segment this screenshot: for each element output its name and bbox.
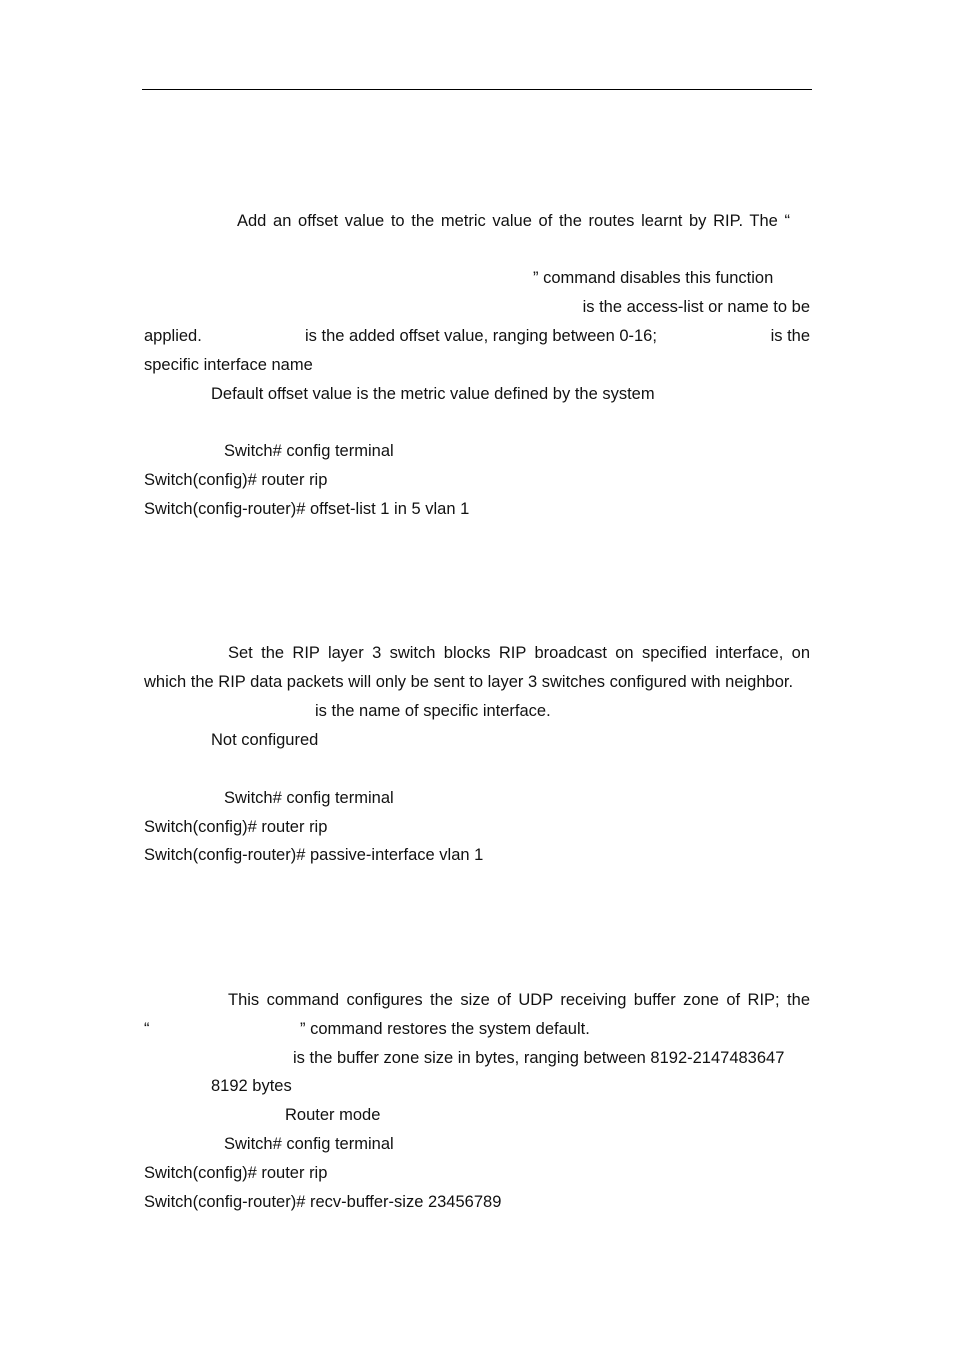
recv-parameters: is the buffer zone size in bytes, ranging between 8192-2147483647 — [293, 1049, 785, 1067]
offset-parameters-offset-range: is the added offset value, ranging between 0-16; — [305, 327, 657, 345]
recv-usage-line2: ” command restores the system default. — [300, 1020, 590, 1038]
recv-default: 8192 bytes — [211, 1077, 292, 1095]
offset-default: Default offset value is the metric value defined by the system — [211, 385, 655, 403]
offset-parameters-is-the: is the — [770, 327, 810, 345]
recv-mode: Router mode — [285, 1106, 381, 1124]
recv-example-line3: Switch(config-router)# recv-buffer-size 23456789 — [144, 1193, 502, 1211]
offset-example-line3: Switch(config-router)# offset-list 1 in 5 vlan 1 — [144, 500, 470, 518]
recv-example-line2: Switch(config)# router rip — [144, 1164, 328, 1182]
recv-example-line1: Switch# config terminal — [224, 1135, 394, 1153]
recv-usage-open-quote: “ — [144, 1020, 150, 1038]
passive-usage-line1: Set the RIP layer 3 switch blocks RIP broadcast on specified interface, on — [228, 644, 810, 662]
header-rule — [142, 89, 812, 90]
passive-default: Not configured — [211, 731, 319, 749]
offset-parameters-applied: applied. — [144, 327, 202, 345]
passive-parameters: is the name of specific interface. — [315, 702, 551, 720]
passive-example-line1: Switch# config terminal — [224, 789, 394, 807]
offset-parameters-line3: specific interface name — [144, 356, 313, 374]
offset-usage-line2: ” command disables this function — [533, 269, 774, 287]
offset-example-line1: Switch# config terminal — [224, 442, 394, 460]
offset-parameters-line1: is the access-list or name to be — [582, 298, 810, 316]
offset-usage-text: Add an offset value to the metric value of the routes learnt by RIP. The “ — [237, 212, 790, 230]
passive-usage-line2: which the RIP data packets will only be sent to layer 3 switches configured with neighbor. — [144, 673, 794, 691]
passive-example-line2: Switch(config)# router rip — [144, 818, 328, 836]
passive-example-line3: Switch(config-router)# passive-interface vlan 1 — [144, 846, 484, 864]
recv-usage-line1: This command configures the size of UDP receiving buffer zone of RIP; the — [228, 991, 810, 1009]
offset-usage-line1 — [237, 211, 790, 231]
offset-example-line2: Switch(config)# router rip — [144, 471, 328, 489]
